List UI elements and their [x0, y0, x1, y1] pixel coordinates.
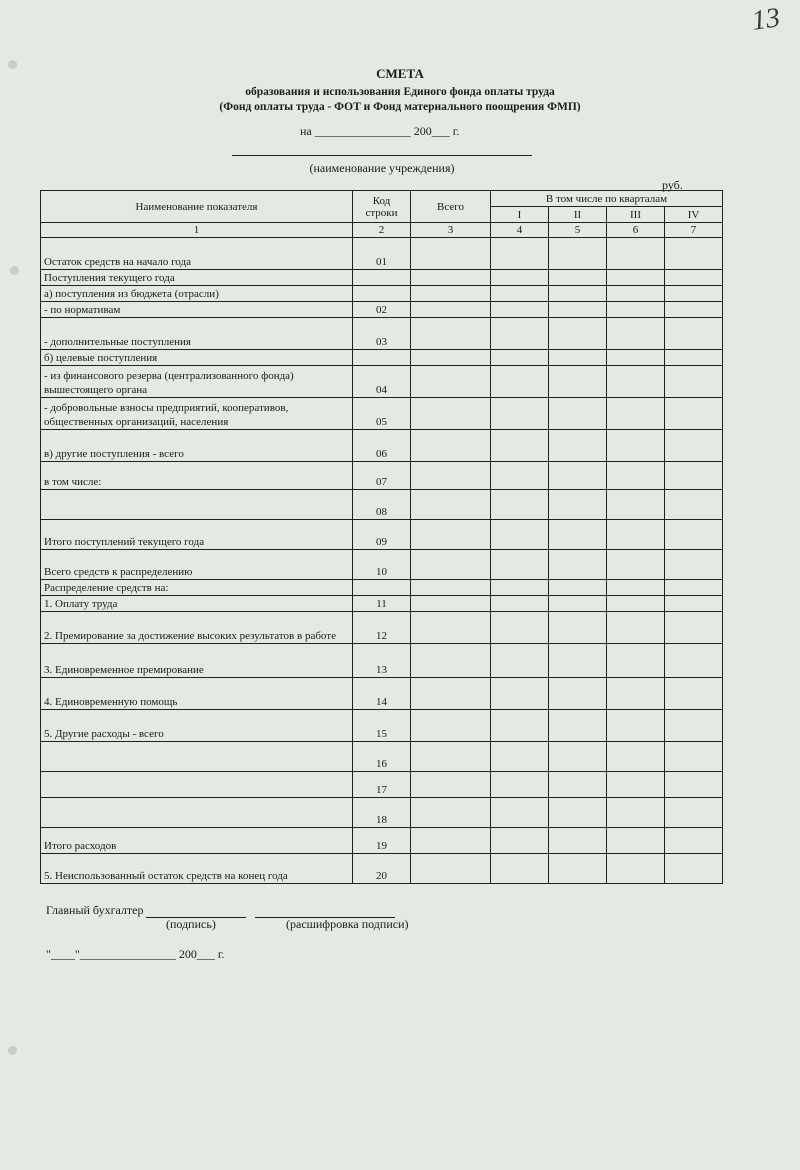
row-quarter-cell[interactable]	[665, 430, 723, 462]
row-code	[353, 350, 411, 366]
row-quarter-cell[interactable]	[607, 710, 665, 742]
row-code: 09	[353, 520, 411, 550]
table-row	[41, 580, 723, 596]
row-quarter-cell[interactable]	[607, 350, 665, 366]
row-total-cell[interactable]	[411, 742, 491, 772]
row-indicator-name	[41, 798, 353, 828]
table-row	[41, 302, 723, 318]
row-code: 01	[353, 238, 411, 270]
institution-caption: (наименование учреждения)	[309, 161, 455, 175]
row-quarter-cell[interactable]	[549, 798, 607, 828]
table-body	[41, 238, 723, 884]
signing-date-year: 200___ г.	[178, 947, 225, 961]
row-code: 17	[353, 772, 411, 798]
row-code: 10	[353, 550, 411, 580]
row-quarter-cell[interactable]	[665, 490, 723, 520]
row-indicator-name: - дополнительные поступления	[41, 318, 353, 350]
row-indicator-name: 2. Премирование за достижение высоких результатов в работе	[41, 612, 353, 644]
row-quarter-cell[interactable]	[607, 462, 665, 490]
header-total: Всего	[411, 191, 491, 223]
row-quarter-cell[interactable]	[665, 644, 723, 678]
row-code: 14	[353, 678, 411, 710]
row-quarter-cell[interactable]	[549, 318, 607, 350]
row-indicator-name: в том числе:	[41, 462, 353, 490]
row-code: 13	[353, 644, 411, 678]
row-quarter-cell[interactable]	[665, 398, 723, 430]
column-number: 5	[549, 223, 607, 238]
row-indicator-name: Всего средств к распределению	[41, 550, 353, 580]
row-quarter-cell[interactable]	[491, 772, 549, 798]
header-quarter: IV	[665, 207, 723, 223]
row-quarter-cell[interactable]	[549, 596, 607, 612]
row-quarter-cell[interactable]	[491, 350, 549, 366]
column-number: 1	[41, 223, 353, 238]
row-quarter-cell[interactable]	[607, 520, 665, 550]
row-quarter-cell[interactable]	[491, 678, 549, 710]
table-row	[41, 854, 723, 884]
row-quarter-cell[interactable]	[665, 854, 723, 884]
row-code: 19	[353, 828, 411, 854]
header-code-line2: строки	[365, 206, 398, 219]
row-quarter-cell[interactable]	[665, 710, 723, 742]
row-quarter-cell[interactable]	[665, 318, 723, 350]
row-code: 16	[353, 742, 411, 772]
row-quarter-cell[interactable]	[549, 430, 607, 462]
row-quarter-cell[interactable]	[665, 520, 723, 550]
row-code: 03	[353, 318, 411, 350]
table-row	[41, 520, 723, 550]
row-total-cell[interactable]	[411, 644, 491, 678]
row-quarter-cell[interactable]	[549, 612, 607, 644]
row-total-cell[interactable]	[411, 612, 491, 644]
table-row	[41, 398, 723, 430]
row-indicator-name	[41, 772, 353, 798]
row-quarter-cell[interactable]	[665, 772, 723, 798]
row-total-cell[interactable]	[411, 430, 491, 462]
row-quarter-cell[interactable]	[665, 678, 723, 710]
row-code: 05	[353, 398, 411, 430]
row-quarter-cell[interactable]	[491, 742, 549, 772]
row-code: 11	[353, 596, 411, 612]
row-indicator-name: 3. Единовременное премирование	[41, 644, 353, 678]
date-month-blank: ________________	[79, 947, 176, 961]
row-quarter-cell[interactable]	[607, 644, 665, 678]
row-quarter-cell[interactable]	[665, 302, 723, 318]
table-row	[41, 490, 723, 520]
row-quarter-cell[interactable]	[607, 238, 665, 270]
row-quarter-cell[interactable]	[549, 742, 607, 772]
row-quarter-cell[interactable]	[549, 462, 607, 490]
date-blank: ________________	[314, 124, 411, 138]
row-quarter-cell[interactable]	[665, 366, 723, 398]
row-indicator-name: 1. Оплату труда	[41, 596, 353, 612]
row-quarter-cell[interactable]	[607, 270, 665, 286]
row-code	[353, 270, 411, 286]
signature-caption: (подпись)	[166, 917, 216, 931]
row-total-cell[interactable]	[411, 772, 491, 798]
row-indicator-name: Итого расходов	[41, 828, 353, 854]
header-indicator-name: Наименование показателя	[41, 191, 353, 223]
row-total-cell[interactable]	[411, 286, 491, 302]
row-quarter-cell[interactable]	[665, 350, 723, 366]
page-number: 13	[749, 2, 782, 37]
row-quarter-cell[interactable]	[665, 270, 723, 286]
row-total-cell[interactable]	[411, 678, 491, 710]
row-total-cell[interactable]	[411, 580, 491, 596]
row-quarter-cell[interactable]	[607, 430, 665, 462]
document-title: СМЕТА	[376, 66, 424, 81]
date-prefix: на	[300, 124, 312, 138]
row-code: 20	[353, 854, 411, 884]
row-quarter-cell[interactable]	[607, 854, 665, 884]
row-total-cell[interactable]	[411, 710, 491, 742]
row-indicator-name: б) целевые поступления	[41, 350, 353, 366]
table-row	[41, 644, 723, 678]
row-total-cell[interactable]	[411, 490, 491, 520]
row-total-cell[interactable]	[411, 318, 491, 350]
signing-date-line	[46, 947, 224, 962]
row-quarter-cell[interactable]	[665, 828, 723, 854]
budget-table	[40, 190, 723, 884]
row-quarter-cell[interactable]	[665, 742, 723, 772]
column-number: 7	[665, 223, 723, 238]
row-total-cell[interactable]	[411, 270, 491, 286]
row-quarter-cell[interactable]	[491, 520, 549, 550]
column-number: 4	[491, 223, 549, 238]
row-indicator-name: 5. Другие расходы - всего	[41, 710, 353, 742]
row-quarter-cell[interactable]	[607, 580, 665, 596]
row-total-cell[interactable]	[411, 350, 491, 366]
row-total-cell[interactable]	[411, 520, 491, 550]
row-quarter-cell[interactable]	[549, 854, 607, 884]
currency-unit: руб.	[662, 178, 683, 192]
row-total-cell[interactable]	[411, 596, 491, 612]
row-quarter-cell[interactable]	[491, 612, 549, 644]
row-indicator-name: Распределение средств на:	[41, 580, 353, 596]
row-quarter-cell[interactable]	[549, 520, 607, 550]
row-quarter-cell[interactable]	[491, 550, 549, 580]
row-quarter-cell[interactable]	[491, 366, 549, 398]
row-indicator-name	[41, 742, 353, 772]
row-quarter-cell[interactable]	[491, 270, 549, 286]
header-quarter: III	[607, 207, 665, 223]
table-row	[41, 462, 723, 490]
row-quarter-cell[interactable]	[549, 828, 607, 854]
punch-hole-mark	[8, 1046, 17, 1055]
row-quarter-cell[interactable]	[607, 798, 665, 828]
row-quarter-cell[interactable]	[549, 398, 607, 430]
row-indicator-name: Остаток средств на начало года	[41, 238, 353, 270]
row-quarter-cell[interactable]	[491, 430, 549, 462]
table-row	[41, 710, 723, 742]
row-quarter-cell[interactable]	[665, 462, 723, 490]
row-code: 18	[353, 798, 411, 828]
punch-hole-mark	[8, 60, 17, 69]
header-quarter: II	[549, 207, 607, 223]
row-quarter-cell[interactable]	[665, 580, 723, 596]
row-quarter-cell[interactable]	[491, 854, 549, 884]
row-code: 08	[353, 490, 411, 520]
row-total-cell[interactable]	[411, 238, 491, 270]
table-row	[41, 828, 723, 854]
row-indicator-name	[41, 490, 353, 520]
row-quarter-cell[interactable]	[549, 350, 607, 366]
table-row	[41, 366, 723, 398]
row-quarter-cell[interactable]	[491, 398, 549, 430]
row-total-cell[interactable]	[411, 550, 491, 580]
row-quarter-cell[interactable]	[491, 828, 549, 854]
chief-accountant-label: Главный бухгалтер	[46, 903, 144, 917]
row-total-cell[interactable]	[411, 462, 491, 490]
row-quarter-cell[interactable]	[491, 302, 549, 318]
date-quote-close: "	[74, 947, 80, 961]
row-indicator-name: - добровольные взносы предприятий, кооперативов, общественных организаций, населения	[41, 398, 353, 430]
table-row	[41, 550, 723, 580]
row-total-cell[interactable]	[411, 366, 491, 398]
column-number: 3	[411, 223, 491, 238]
punch-hole-mark	[10, 266, 19, 275]
date-day-blank: ____	[50, 947, 75, 961]
row-quarter-cell[interactable]	[491, 644, 549, 678]
document-subtitle-line2: (Фонд оплаты труда - ФОТ и Фонд материального поощрения ФМП)	[219, 101, 581, 113]
row-code: 07	[353, 462, 411, 490]
table-row	[41, 798, 723, 828]
row-quarter-cell[interactable]	[607, 596, 665, 612]
row-code: 04	[353, 366, 411, 398]
row-quarter-cell[interactable]	[607, 318, 665, 350]
row-quarter-cell[interactable]	[491, 798, 549, 828]
row-quarter-cell[interactable]	[607, 366, 665, 398]
row-total-cell[interactable]	[411, 798, 491, 828]
row-quarter-cell[interactable]	[549, 580, 607, 596]
row-code: 15	[353, 710, 411, 742]
row-code	[353, 286, 411, 302]
row-quarter-cell[interactable]	[491, 596, 549, 612]
table-row	[41, 270, 723, 286]
row-code: 12	[353, 612, 411, 644]
decoding-caption: (расшифровка подписи)	[286, 917, 409, 931]
row-indicator-name: - по нормативам	[41, 302, 353, 318]
row-indicator-name: 5. Неиспользованный остаток средств на конец года	[41, 854, 353, 884]
row-quarter-cell[interactable]	[491, 318, 549, 350]
row-quarter-cell[interactable]	[607, 612, 665, 644]
row-quarter-cell[interactable]	[549, 490, 607, 520]
header-quarter: I	[491, 207, 549, 223]
date-year: 200___ г.	[413, 124, 460, 138]
header-row-code	[353, 191, 411, 223]
row-total-cell[interactable]	[411, 854, 491, 884]
row-quarter-cell[interactable]	[665, 612, 723, 644]
row-quarter-cell[interactable]	[491, 580, 549, 596]
row-quarter-cell[interactable]	[549, 238, 607, 270]
row-quarter-cell[interactable]	[665, 286, 723, 302]
row-quarter-cell[interactable]	[491, 286, 549, 302]
institution-name-line	[232, 155, 532, 156]
row-indicator-name: 4. Единовременную помощь	[41, 678, 353, 710]
table-row	[41, 318, 723, 350]
row-quarter-cell[interactable]	[665, 798, 723, 828]
date-quote-open: "	[46, 947, 51, 961]
row-quarter-cell[interactable]	[549, 270, 607, 286]
row-quarter-cell[interactable]	[607, 490, 665, 520]
column-number: 6	[607, 223, 665, 238]
row-quarter-cell[interactable]	[549, 366, 607, 398]
row-quarter-cell[interactable]	[665, 596, 723, 612]
row-code: 02	[353, 302, 411, 318]
row-code: 06	[353, 430, 411, 462]
row-code	[353, 580, 411, 596]
row-quarter-cell[interactable]	[549, 772, 607, 798]
row-quarter-cell[interactable]	[607, 828, 665, 854]
row-quarter-cell[interactable]	[607, 286, 665, 302]
row-quarter-cell[interactable]	[549, 644, 607, 678]
row-indicator-name: Итого поступлений текущего года	[41, 520, 353, 550]
row-quarter-cell[interactable]	[491, 710, 549, 742]
row-quarter-cell[interactable]	[549, 302, 607, 318]
row-quarter-cell[interactable]	[607, 742, 665, 772]
row-indicator-name: - из финансового резерва (централизованного фонда) вышестоящего органа	[41, 366, 353, 398]
row-total-cell[interactable]	[411, 398, 491, 430]
row-quarter-cell[interactable]	[607, 678, 665, 710]
chief-accountant-line	[46, 903, 395, 918]
row-quarter-cell[interactable]	[491, 490, 549, 520]
table-row	[41, 596, 723, 612]
row-quarter-cell[interactable]	[607, 772, 665, 798]
row-quarter-cell[interactable]	[607, 550, 665, 580]
row-quarter-cell[interactable]	[549, 550, 607, 580]
table-row	[41, 772, 723, 798]
row-quarter-cell[interactable]	[491, 238, 549, 270]
row-quarter-cell[interactable]	[665, 550, 723, 580]
row-total-cell[interactable]	[411, 302, 491, 318]
row-quarter-cell[interactable]	[607, 398, 665, 430]
table-row	[41, 678, 723, 710]
table-row	[41, 612, 723, 644]
row-quarter-cell[interactable]	[549, 286, 607, 302]
row-quarter-cell[interactable]	[549, 678, 607, 710]
row-indicator-name: Поступления текущего года	[41, 270, 353, 286]
header-code-line1: Код	[372, 194, 391, 207]
table-row	[41, 238, 723, 270]
row-quarter-cell[interactable]	[549, 710, 607, 742]
table-row	[41, 742, 723, 772]
header-quarters-group: В том числе по кварталам	[491, 191, 723, 207]
table-row	[41, 350, 723, 366]
table-row	[41, 430, 723, 462]
row-indicator-name: в) другие поступления - всего	[41, 430, 353, 462]
report-date-line	[300, 124, 459, 139]
row-quarter-cell[interactable]	[665, 238, 723, 270]
document-subtitle-line1: образования и использования Единого фонда оплаты труда	[245, 86, 555, 98]
row-quarter-cell[interactable]	[607, 302, 665, 318]
row-total-cell[interactable]	[411, 828, 491, 854]
row-indicator-name: а) поступления из бюджета (отрасли)	[41, 286, 353, 302]
table-row	[41, 286, 723, 302]
column-number: 2	[353, 223, 411, 238]
row-quarter-cell[interactable]	[491, 462, 549, 490]
